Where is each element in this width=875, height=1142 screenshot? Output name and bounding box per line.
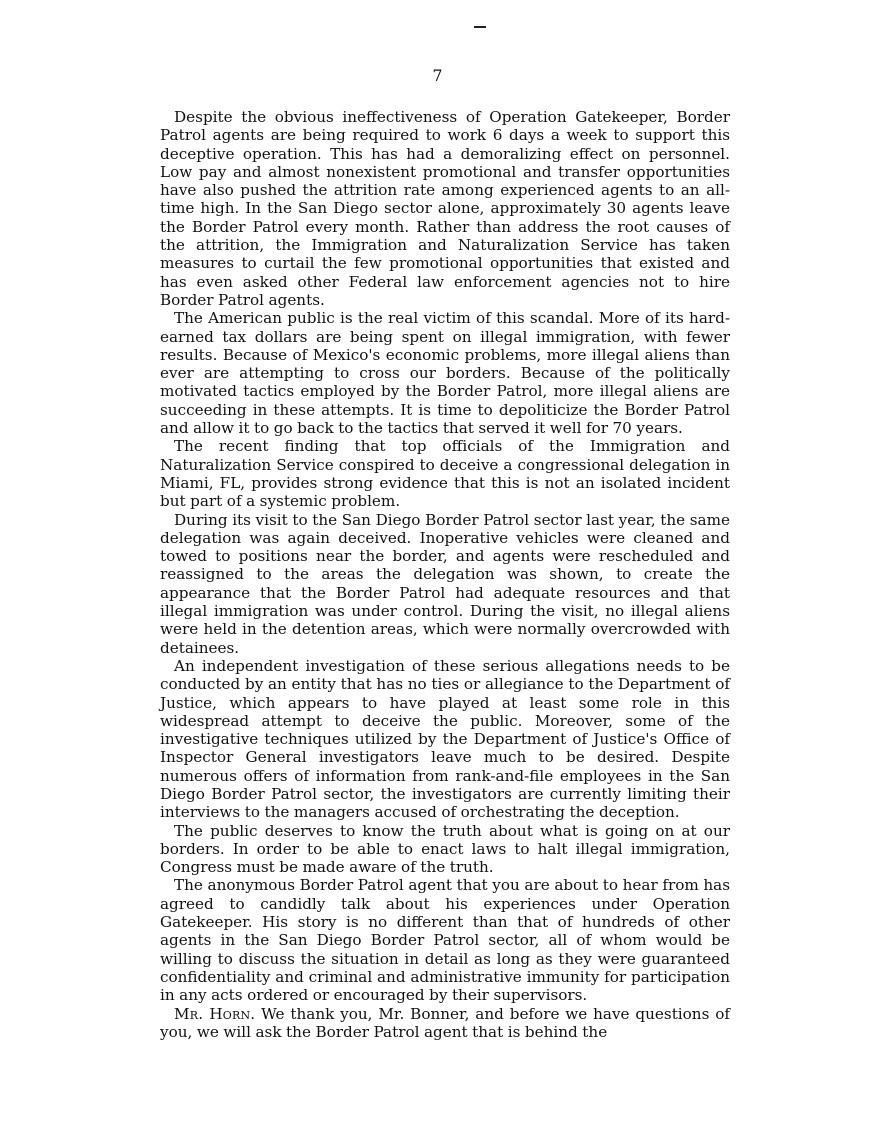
paragraph-7: The anonymous Border Patrol agent that you are about to hear from has agreed to candidly talk about his experiences under Operation Gatekeeper. His story is no different than that of hundreds of other agents in the San Diego Border Patrol sector, all of whom would be willing to discuss the situation in detail as long as they were guaranteed confidentiality and criminal and administrative immunity for participation in any acts ordered or encouraged by their supervisors. <box>160 876 730 1005</box>
paragraph-1: Despite the obvious ineffectiveness of Operation Gatekeeper, Border Patrol agents are being required to work 6 days a week to support this deceptive operation. This has had a demoralizing effect on personnel. Low pay and almost nonexistent promotional and transfer opportunities have also pushed the attrition rate among experienced agents to an all-time high. In the San Diego sector alone, approximately 30 agents leave the Border Patrol every month. Rather than address the root causes of the attrition, the Immigration and Naturalization Service has taken measures to curtail the few promotional opportunities that existed and has even asked other Federal law enforcement agencies not to hire Border Patrol agents. <box>160 108 730 309</box>
scan-mark <box>474 26 486 28</box>
paragraph-2: The American public is the real victim of this scandal. More of its hard-earned tax dollars are being spent on illegal immigration, with fewer results. Because of Mexico's economic problems, more illegal aliens than ever are attempting to cross our borders. Because of the politically motivated tactics employed by the Border Patrol, more illegal aliens are succeeding in these attempts. It is time to depoliticize the Border Patrol and allow it to go back to the tactics that served it well for 70 years. <box>160 309 730 438</box>
paragraph-3: The recent finding that top officials of the Immigration and Naturalization Service conspired to deceive a congressional delegation in Miami, FL, provides strong evidence that this is not an isolated incident but part of a systemic problem. <box>160 437 730 511</box>
speaker-text: We thank you, Mr. Bonner, and before we have questions of you, we will ask the Border Patrol agent that is behind the <box>160 1004 730 1041</box>
paragraph-8 <box>160 1005 730 1042</box>
paragraph-4: During its visit to the San Diego Border Patrol sector last year, the same delegation was again deceived. Inoperative vehicles were cleaned and towed to positions near the border, and agents were rescheduled and reassigned to the areas the delegation was shown, to create the appearance that the Border Patrol had adequate resources and that illegal immigration was under control. During the visit, no illegal aliens were held in the detention areas, which were normally overcrowded with detainees. <box>160 510 730 657</box>
page-number: 7 <box>432 66 443 85</box>
speaker-name: Mr. Horn. <box>174 1004 256 1023</box>
paragraph-6: The public deserves to know the truth about what is going on at our borders. In order to be able to enact laws to halt illegal immigration, Congress must be made aware of the truth. <box>160 821 730 877</box>
document-body <box>160 108 730 1041</box>
paragraph-5: An independent investigation of these serious allegations needs to be conducted by an entity that has no ties or allegiance to the Department of Justice, which appears to have played at least some role in this widespread attempt to deceive the public. Moreover, some of the investigative techniques utilized by the Department of Justice's Office of Inspector General investigators leave much to be desired. Despite numerous offers of information from rank-and-file employees in the San Diego Border Patrol sector, the investigators are currently limiting their interviews to the managers accused of orchestrating the deception. <box>160 656 730 822</box>
